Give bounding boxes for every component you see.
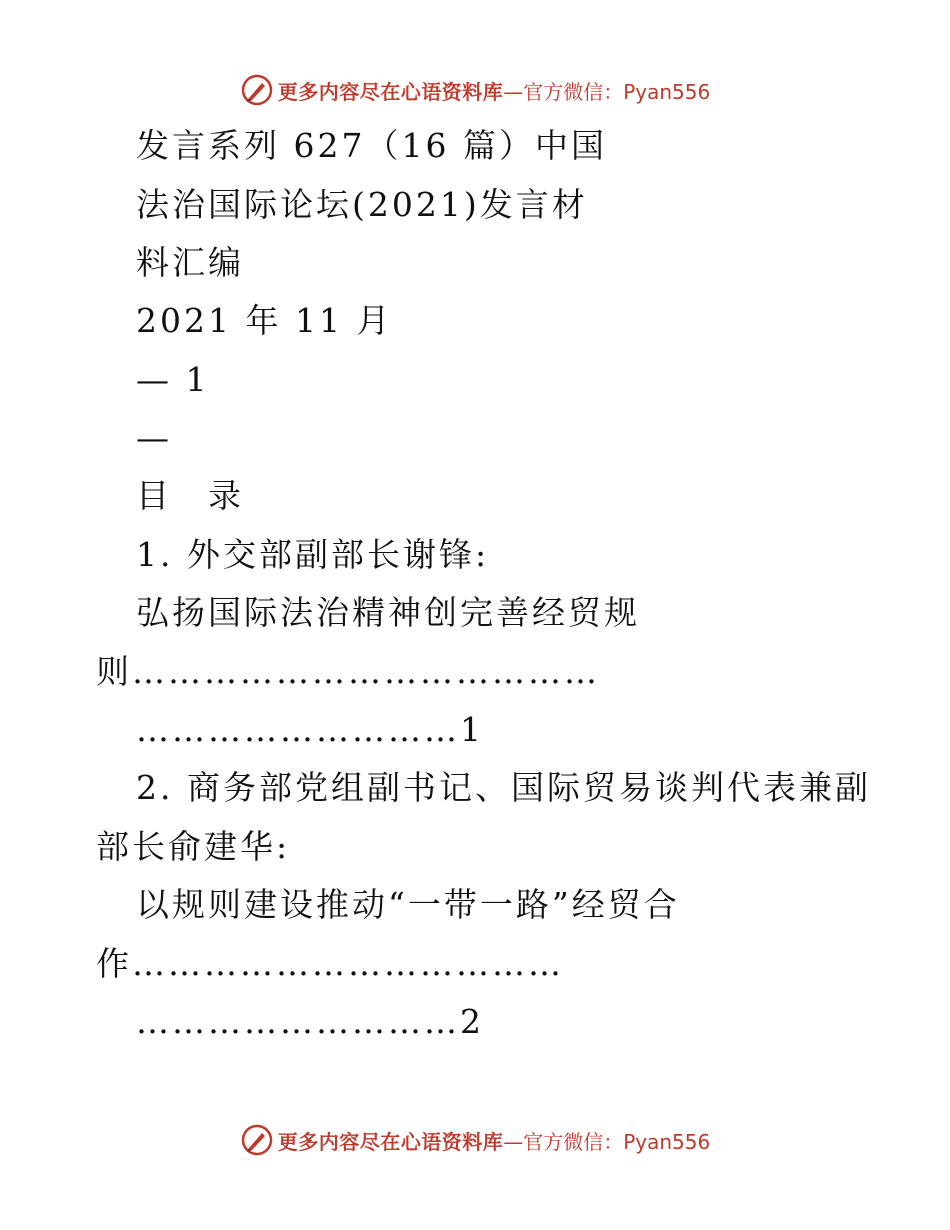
- watermark-main-text: 更多内容尽在心语资料库: [277, 79, 504, 104]
- title-line-3: 料汇编: [136, 243, 244, 282]
- watermark-sub-text: —官方微信：Pyan556: [503, 1129, 711, 1154]
- toc-item-2-leader: 作………………………………: [96, 944, 564, 983]
- toc-item-2-speaker: 2. 商务部党组副书记、国际贸易谈判代表兼副: [136, 768, 871, 807]
- toc-item-1-page: ………………………1: [136, 710, 484, 749]
- watermark-header: [0, 70, 950, 110]
- toc-item-1-title: 弘扬国际法治精神创完善经贸规: [136, 593, 640, 632]
- watermark-sub-text: —官方微信：Pyan556: [503, 79, 711, 104]
- page-number-line-2: —: [136, 418, 172, 457]
- title-line-1: 发言系列 627（16 篇）中国: [136, 126, 607, 165]
- toc-item-2-page: ………………………2: [136, 1002, 484, 1041]
- toc-item-1-speaker: 1. 外交部副部长谢锋:: [136, 535, 490, 574]
- toc-item-2-title: 以规则建设推动“一带一路”经贸合: [136, 885, 680, 924]
- date-line: 2021 年 11 月: [136, 301, 393, 340]
- toc-item-1-leader: 则…………………………………: [96, 652, 600, 691]
- title-line-2: 法治国际论坛(2021)发言材: [136, 185, 588, 224]
- pen-logo-icon: [240, 73, 274, 107]
- pen-logo-icon: [240, 1123, 274, 1157]
- watermark-main-text: 更多内容尽在心语资料库: [277, 1129, 504, 1154]
- page-number-line-1: — 1: [136, 360, 210, 399]
- watermark-footer: [0, 1120, 950, 1160]
- toc-item-2-speaker-cont: 部长俞建华:: [96, 827, 291, 866]
- toc-heading: 目 录: [136, 476, 244, 515]
